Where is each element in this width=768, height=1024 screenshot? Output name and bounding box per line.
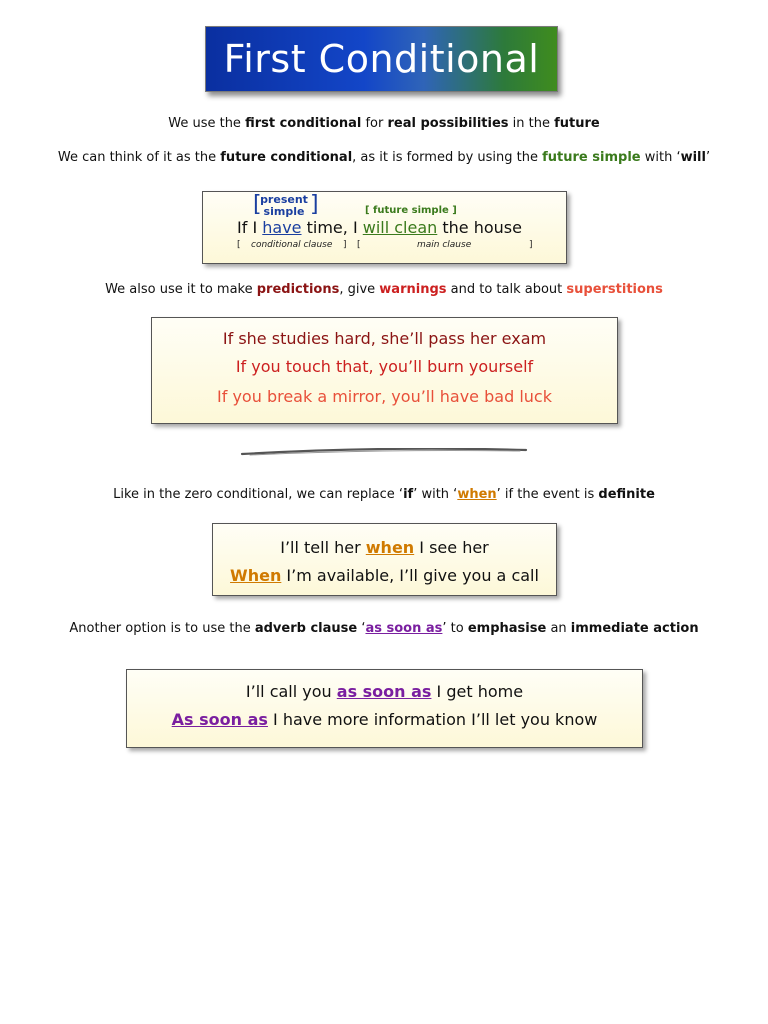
bracket-right: ]: [310, 192, 319, 217]
page-title: First Conditional: [223, 37, 540, 81]
term-will: will: [680, 150, 706, 165]
text: We use the: [168, 116, 246, 131]
text: an: [546, 621, 571, 636]
examples-box-2: [212, 523, 557, 596]
text: I’ll tell her: [280, 538, 366, 557]
term-emphasise: emphasise: [467, 621, 547, 636]
term-future-simple: future simple: [542, 150, 641, 165]
text: for: [361, 116, 388, 131]
term-future-conditional: future conditional: [220, 150, 353, 165]
title-banner: [205, 26, 558, 92]
text: the house: [437, 218, 522, 237]
text: ’: [705, 150, 711, 165]
bracket-open: [: [237, 240, 241, 250]
text: in the: [508, 116, 555, 131]
future-simple-label: [ future simple ]: [365, 205, 457, 216]
term-definite: definite: [598, 487, 655, 502]
example-as-soon-as-1: [127, 682, 642, 701]
text: I have more information I’ll let you know: [267, 710, 598, 729]
examples-box-1: [151, 317, 618, 424]
example-superstition: If you break a mirror, you’ll have bad luck: [217, 387, 552, 406]
text: I get home: [431, 682, 524, 701]
formula-sentence: [193, 218, 566, 237]
text: I’m available, I’ll give you a call: [281, 566, 539, 585]
term-if: if: [403, 487, 414, 502]
verb-have: have: [262, 218, 302, 237]
text: ’ to: [442, 621, 468, 636]
text: ’ if the event is: [496, 487, 599, 502]
bracket-open: [: [357, 240, 361, 250]
divider: [240, 448, 528, 456]
intro-line-2: [0, 150, 768, 165]
example-warning: If you touch that, you’ll burn yourself: [235, 357, 534, 376]
main-clause-label: main clause: [417, 240, 472, 250]
term-immediate-action: immediate action: [570, 621, 699, 636]
keyword-as-soon-as: as soon as: [336, 682, 432, 701]
example-when-1: [213, 538, 556, 557]
text: We also use it to make: [105, 282, 257, 297]
intro-line-4: [0, 487, 768, 502]
text: Like in the zero conditional, we can replace ‘: [113, 487, 404, 502]
intro-line-5: [0, 621, 768, 636]
keyword-as-soon-as: As soon as: [171, 710, 268, 729]
term-warnings: warnings: [379, 282, 447, 297]
example-prediction: If she studies hard, she’ll pass her exam: [222, 329, 547, 348]
present-label: present: [260, 193, 308, 206]
example-as-soon-as-2: [127, 710, 642, 729]
intro-line-1: [0, 116, 768, 131]
text: , as it is formed by using the: [352, 150, 543, 165]
term-adverb-clause: adverb clause: [254, 621, 358, 636]
text: time, I: [301, 218, 363, 237]
examples-box-3: [126, 669, 643, 748]
term-as-soon-as: as soon as: [365, 621, 443, 636]
bracket-left: [: [253, 192, 262, 217]
term-superstitions: superstitions: [566, 282, 663, 297]
text: I see her: [414, 538, 489, 557]
keyword-when: when: [365, 538, 415, 557]
keyword-when: When: [230, 566, 282, 585]
term-when: when: [457, 487, 497, 502]
term-predictions: predictions: [256, 282, 340, 297]
present-simple-label: [259, 194, 309, 218]
intro-line-3: [0, 282, 768, 297]
bracket-close: ]: [343, 240, 347, 250]
bracket-close: ]: [529, 240, 533, 250]
text: Another option is to use the: [69, 621, 255, 636]
text: I’ll call you: [245, 682, 337, 701]
text: and to talk about: [446, 282, 567, 297]
text: with ‘: [640, 150, 681, 165]
text: ‘: [357, 621, 366, 636]
term-first-conditional: first conditional: [245, 116, 362, 131]
text: We can think of it as the: [57, 150, 221, 165]
text: If I: [237, 218, 263, 237]
verb-will-clean: will clean: [362, 218, 438, 237]
formula-box: [202, 191, 567, 264]
text: ’ with ‘: [413, 487, 458, 502]
term-future: future: [554, 116, 600, 131]
conditional-clause-label: conditional clause: [251, 240, 333, 250]
term-real-possibilities: real possibilities: [387, 116, 509, 131]
text: , give: [339, 282, 380, 297]
example-when-2: [213, 566, 556, 585]
simple-label: simple: [263, 205, 305, 218]
